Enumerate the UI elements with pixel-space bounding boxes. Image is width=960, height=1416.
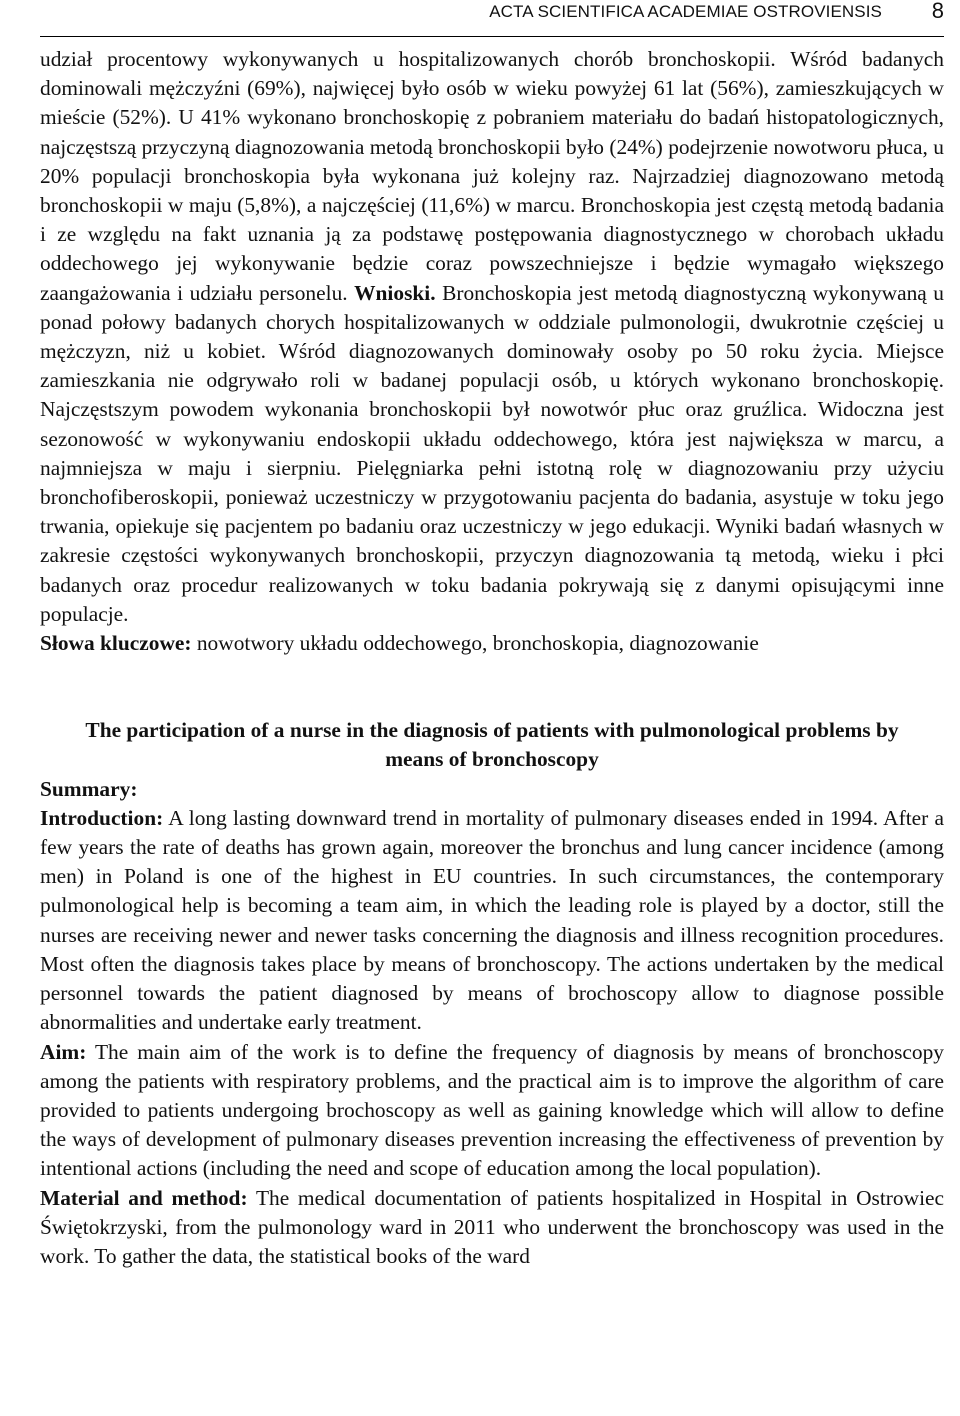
keywords-line — [40, 629, 944, 658]
journal-title-text: ACTA SCIENTIFICA ACADEMIAE OSTROVIENSIS — [489, 2, 882, 21]
method-label: Material and method: — [40, 1185, 248, 1210]
journal-title — [489, 2, 882, 22]
conclusions-label: Wnioski. — [354, 280, 436, 305]
keywords-label: Słowa kluczowe: — [40, 631, 192, 656]
section-spacer — [40, 658, 944, 716]
introduction-label: Introduction: — [40, 805, 164, 830]
english-title: The participation of a nurse in the diagnosis of patients with pulmonological problems by means of bronchoscopy — [85, 718, 899, 772]
polish-results-paragraph — [40, 45, 944, 629]
aim-label: Aim: — [40, 1039, 87, 1064]
page-content — [40, 45, 944, 1271]
summary-label: Summary: — [40, 776, 138, 801]
summary-heading — [40, 775, 944, 804]
page-header — [40, 0, 944, 37]
method-text: The medical documentation of patients hospitalized in Hospital in Ostrowiec Świętokrzyski, from the pulmonology ward in 2011 who underwent the bronchoscopy was used in the work. To gather the data, the statistical books of the ward — [40, 1185, 945, 1268]
introduction-text: A long lasting downward trend in mortality of pulmonary diseases ended in 1994. After a few years the rate of deaths has grown again, moreover the bronchus and lung cancer incidence (among men) in Poland is one of the highest in EU countries. In such circumstances, the contemporary pulmonological help is becoming a team aim, in which the leading role is played by a doctor, still the nurses are receiving newer and newer tasks concerning the diagnosis and illness recognition procedures. Most often the diagnosis takes place by means of bronchoscopy. The actions undertaken by the medical personnel towards the patient diagnosed by means of brochoscopy allow to diagnose possible abnormalities and undertake early treatment. — [40, 805, 944, 1035]
keywords-text: nowotwory układu oddechowego, bronchoskopia, diagnozowanie — [191, 631, 759, 656]
introduction-paragraph — [40, 804, 944, 1038]
aim-paragraph — [40, 1038, 944, 1184]
method-paragraph — [40, 1184, 944, 1272]
page-number: 8 — [931, 0, 944, 23]
conclusions-text: Bronchoskopia jest metodą diagnostyczną wykonywaną u ponad połowy badanych chorych hospitalizowanych w oddziale pulmonologii, dwukrotnie częściej u mężczyzn, niż u kobiet. Wśród diagnozowanych dominowały osoby po 50 roku życia. Miejsce zamieszkania nie odgrywało roli w badanej populacji osób, u których wykonano bronchoskopię. Najczęstszym powodem wykonania bronchoskopii był nowotwór płuc oraz gruźlica. Widoczna jest sezonowość w wykonywaniu endoskopii układu oddechowego, która jest największa w marcu, a najmniejsza w maju i sierpniu. Pielęgniarka pełni istotną rolę w diagnozowaniu przy użyciu bronchofiberoskopii, ponieważ uczestniczy w przygotowaniu pacjenta do badania, asystuje w toku jego trwania, opiekuje się pacjentem po badaniu oraz uczestniczy w jego edukacji. Wyniki badań własnych w zakresie częstości wykonywanych bronchoskopii, przyczyn diagnozowania tą metodą, wieku i płci badanych oraz procedur realizowanych w toku badania pokrywają się z danymi opisującymi inne populacje. — [40, 280, 944, 626]
aim-text: The main aim of the work is to define the frequency of diagnosis by means of bronchoscopy among the patients with respiratory problems, and the practical aim is to improve the algorithm of care provided to patients undergoing brochoscopy as well as gaining knowledge which will allow to define the ways of development of pulmonary diseases prevention increasing the effectiveness of prevention by intentional actions (including the need and scope of education among the local population). — [40, 1039, 944, 1181]
polish-results-text: udział procentowy wykonywanych u hospitalizowanych chorób bronchoskopii. Wśród badanych dominowali mężczyźni (69%), najwięcej było osób w wieku powyżej 61 lat (56%), zamieszkujących w mieście (52%). U 41% wykonano bronchoskopię z pobraniem materiału do badań histopatologicznych, najczęstszą przyczyną diagnozowania metodą bronchoskopii było (24%) podejrzenie nowotworu płuca, u 20% populacji bronchoskopia była wykonana już kolejny raz. Najrzadziej diagnozowano metodą bronchoskopii w maju (5,8%), a najczęściej (11,6%) w marcu. Bronchoskopia jest częstą metodą badania i ze względu na fakt uznania ją za podstawę postępowania diagnostycznego w chorobach układu oddechowego jej wykonywanie będzie coraz powszechniejsze i będzie wymagało większego zaangażowania i udziału personelu. — [40, 47, 944, 305]
